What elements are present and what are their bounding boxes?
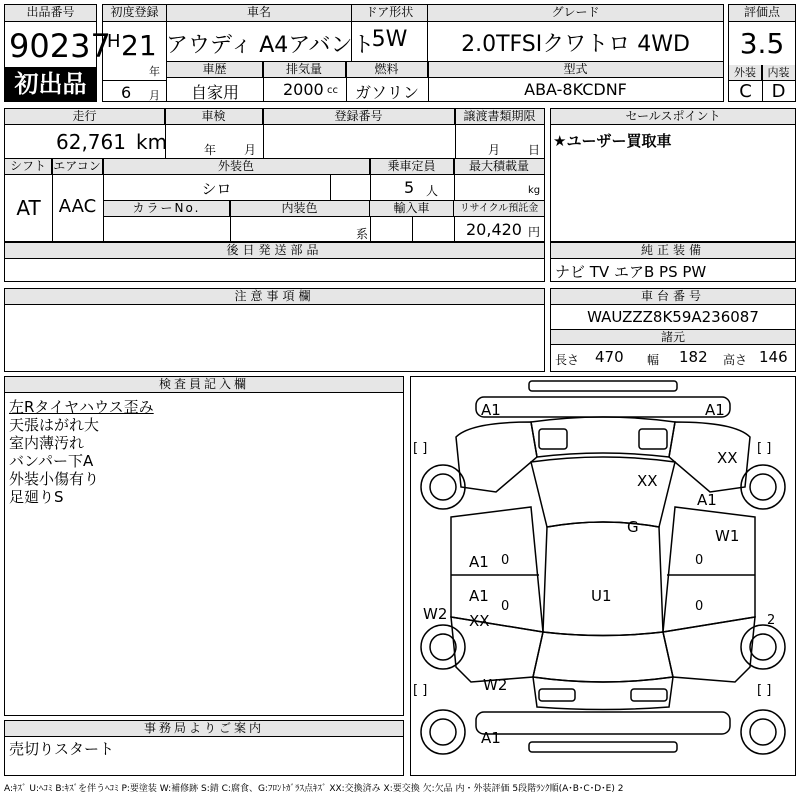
interior-grade: D — [771, 81, 786, 102]
headlight-left — [539, 429, 567, 449]
max-load-unit: kg — [528, 185, 541, 196]
rear-glass — [533, 632, 673, 682]
import-label: 輸入車 — [370, 201, 454, 216]
inspector-line: 外装小傷有り — [9, 470, 100, 488]
front-right-fender — [669, 422, 750, 492]
transfer-month-unit: 月 — [488, 143, 501, 157]
recycle-label: リサイクル預託金 — [454, 201, 544, 216]
grade-label: グレード — [427, 4, 724, 22]
wheel-spare-right — [741, 710, 785, 754]
divider — [4, 174, 545, 175]
front-grille — [476, 397, 730, 417]
later-parts-box — [4, 242, 545, 282]
model-label: 型式 — [428, 62, 723, 78]
diagram-mark: A1 — [469, 587, 489, 605]
front-bumper — [529, 381, 677, 391]
chassis-box — [550, 288, 796, 372]
sales-point-box — [550, 108, 796, 242]
sales-point-label: セールスポイント — [551, 109, 795, 125]
first-listing-badge: 初出品 — [5, 67, 96, 101]
office-label: 事務局よりご案内 — [5, 721, 403, 737]
chassis-number: WAUZZZ8K59A236087 — [587, 308, 759, 326]
diagram-mark: A1 — [481, 401, 501, 419]
divider — [103, 216, 545, 217]
equipment-label: 純正装備 — [551, 243, 795, 259]
diagram-mark: [ ] — [413, 441, 428, 456]
divider — [330, 174, 331, 200]
diagram-mark: G — [627, 518, 639, 536]
exterior-grade: C — [739, 81, 752, 102]
fuel-label: 燃料 — [346, 62, 428, 78]
diagram-mark: XX — [717, 449, 738, 467]
divider — [263, 108, 264, 159]
inspector-line: 天張はがれ大 — [9, 416, 100, 434]
interior-label: 内装 — [762, 65, 795, 81]
recycle-value: 20,420 — [466, 220, 522, 239]
office-value: 売切りスタート — [9, 740, 115, 758]
diagram-mark: A1 — [469, 553, 489, 571]
hub — [430, 634, 456, 660]
taillight-left — [539, 689, 575, 701]
hub — [430, 719, 456, 745]
aircon-label: エアコン — [52, 159, 103, 174]
mileage-label: 走行 — [5, 109, 165, 124]
car-name-label: 車名 — [166, 4, 352, 22]
car-outline — [411, 377, 795, 775]
score-label: 評価点 — [729, 5, 795, 22]
first-reg-year-unit: 年 — [149, 65, 160, 78]
diagram-mark: XX — [637, 472, 658, 490]
wheel-spare-left — [421, 710, 465, 754]
capacity-unit: 人 — [426, 184, 439, 198]
divider — [103, 80, 166, 81]
lot-number: 90237 — [9, 27, 111, 65]
recycle-unit: 円 — [528, 225, 541, 239]
headlight-right — [639, 429, 667, 449]
car-diagram — [410, 376, 796, 776]
first-reg-month: 6 — [121, 83, 132, 102]
grade-value: 2.0TFSIクワトロ 4WD — [461, 32, 690, 57]
diagram-mark: 2 — [767, 613, 776, 628]
dims-label: 諸元 — [551, 329, 795, 345]
equipment-value: ナビ TV エアB PS PW — [555, 263, 707, 281]
inspector-line: 室内薄汚れ — [9, 434, 85, 452]
car-name-value: アウディ A4アバント — [166, 33, 375, 58]
exterior-label: 外装 — [729, 65, 762, 81]
first-reg-box — [102, 4, 167, 102]
divider — [263, 62, 264, 102]
mileage-unit: km — [136, 130, 168, 154]
displacement-label: 排気量 — [263, 62, 346, 78]
length-label: 長さ — [555, 353, 580, 367]
rear-bumper-lower — [529, 742, 677, 752]
divider — [455, 108, 456, 159]
model-value: ABA-8KCDNF — [524, 80, 627, 99]
diagram-mark: A1 — [705, 401, 725, 419]
history-label: 車歴 — [167, 62, 263, 78]
later-parts-label: 後日発送部品 — [5, 243, 544, 259]
inspector-line: バンパー下A — [9, 452, 94, 470]
wheel-front-left — [421, 465, 465, 509]
ext-color-value: シロ — [201, 180, 232, 198]
hub — [750, 474, 776, 500]
diagram-mark: [ ] — [757, 441, 772, 456]
color-no-label: カラーNo. — [104, 201, 230, 216]
shift-label: シフト — [5, 159, 52, 174]
lot-label: 出品番号 — [5, 5, 96, 22]
detail-box — [4, 108, 545, 242]
taillight-right — [631, 689, 667, 701]
height-label: 高さ — [723, 353, 748, 367]
equipment-box — [550, 242, 796, 282]
door-value: 5W — [371, 27, 408, 52]
inspector-line: 足廻りS — [9, 488, 64, 506]
width-value: 182 — [679, 348, 708, 366]
inspection-label: 車検 — [165, 109, 263, 124]
diagram-mark: W2 — [423, 605, 448, 623]
diagram-mark: 0 — [695, 553, 704, 568]
fuel-value: ガソリン — [354, 83, 419, 102]
office-box — [4, 720, 404, 776]
inspector-label: 検査員記入欄 — [5, 377, 403, 393]
capacity-label: 乗車定員 — [370, 159, 454, 174]
divider — [351, 4, 352, 62]
wheel-rear-left — [421, 625, 465, 669]
first-reg-year: 21 — [121, 29, 157, 62]
hub — [430, 474, 456, 500]
inspection-year-unit: 年 — [204, 143, 217, 157]
mileage-value: 62,761 — [56, 130, 126, 154]
diagram-mark: W2 — [483, 676, 508, 694]
right-side — [663, 507, 755, 632]
trunk — [533, 677, 673, 710]
left-side — [451, 507, 543, 632]
inspection-month-unit: 月 — [244, 143, 257, 157]
rear-bumper — [476, 712, 730, 734]
score-value: 3.5 — [739, 27, 785, 60]
length-value: 470 — [595, 348, 624, 366]
inspector-box — [4, 376, 404, 716]
transfer-deadline-label: 譲渡書類期限 — [455, 109, 544, 124]
hood — [531, 417, 675, 457]
int-color-label: 内装色 — [230, 201, 370, 216]
shift-value: AT — [16, 196, 41, 220]
notes-label: 注意事項欄 — [5, 289, 544, 305]
divider — [230, 200, 231, 242]
hub — [750, 719, 776, 745]
inspector-line: 左Rタイヤハウス歪み — [9, 398, 154, 416]
diagram-mark: 0 — [501, 553, 510, 568]
diagram-mark: 0 — [501, 599, 510, 614]
diagram-mark: A1 — [481, 729, 501, 747]
width-label: 幅 — [647, 353, 660, 367]
diagram-mark: U1 — [591, 587, 612, 605]
transfer-day-unit: 日 — [528, 143, 541, 157]
diagram-mark: XX — [469, 612, 490, 630]
ext-color-label: 外装色 — [103, 159, 370, 174]
hub — [750, 634, 776, 660]
first-reg-era: H — [107, 31, 121, 52]
wheel-rear-right — [741, 625, 785, 669]
reg-number-label: 登録番号 — [263, 109, 455, 124]
divider — [412, 216, 413, 242]
wheel-front-right — [741, 465, 785, 509]
score-box — [728, 4, 796, 102]
chassis-label: 車台番号 — [551, 289, 795, 305]
height-value: 146 — [759, 348, 788, 366]
max-load-label: 最大積載量 — [454, 159, 544, 174]
displacement-value: 2000 — [283, 80, 324, 99]
windshield — [531, 457, 675, 527]
capacity-value: 5 — [404, 178, 415, 197]
lot-box — [4, 4, 111, 102]
notes-box — [4, 288, 545, 372]
first-reg-label: 初度登録 — [103, 5, 166, 22]
roof — [543, 522, 663, 636]
front-left-fender — [456, 422, 537, 492]
diagram-mark: 0 — [695, 599, 704, 614]
first-reg-month-unit: 月 — [149, 89, 160, 102]
history-value: 自家用 — [190, 83, 239, 102]
displacement-unit: cc — [327, 85, 338, 96]
diagram-mark: A1 — [697, 491, 717, 509]
aircon-value: AAC — [58, 196, 97, 217]
diagram-mark: W1 — [715, 527, 740, 545]
int-color-unit: 系 — [356, 227, 369, 241]
divider — [4, 124, 545, 125]
diagram-mark: [ ] — [413, 683, 428, 698]
door-label: ドア形状 — [351, 4, 428, 22]
sales-point-value: ★ユーザー買取車 — [553, 132, 672, 150]
legend: A:ｷｽﾞ U:ﾍｺﾐ B:ｷｽﾞを伴うﾍｺﾐ P:要塗装 W:補修跡 S:錆 C:腐食、G:ﾌﾛﾝﾄｶﾞﾗｽ点ｷｽﾞ XX:交換済み X:要交換 欠:欠品 内・外装評価 5段階ﾗﾝｸ順(A･B･C･D･E) 2 — [4, 784, 624, 794]
diagram-mark: [ ] — [757, 683, 772, 698]
